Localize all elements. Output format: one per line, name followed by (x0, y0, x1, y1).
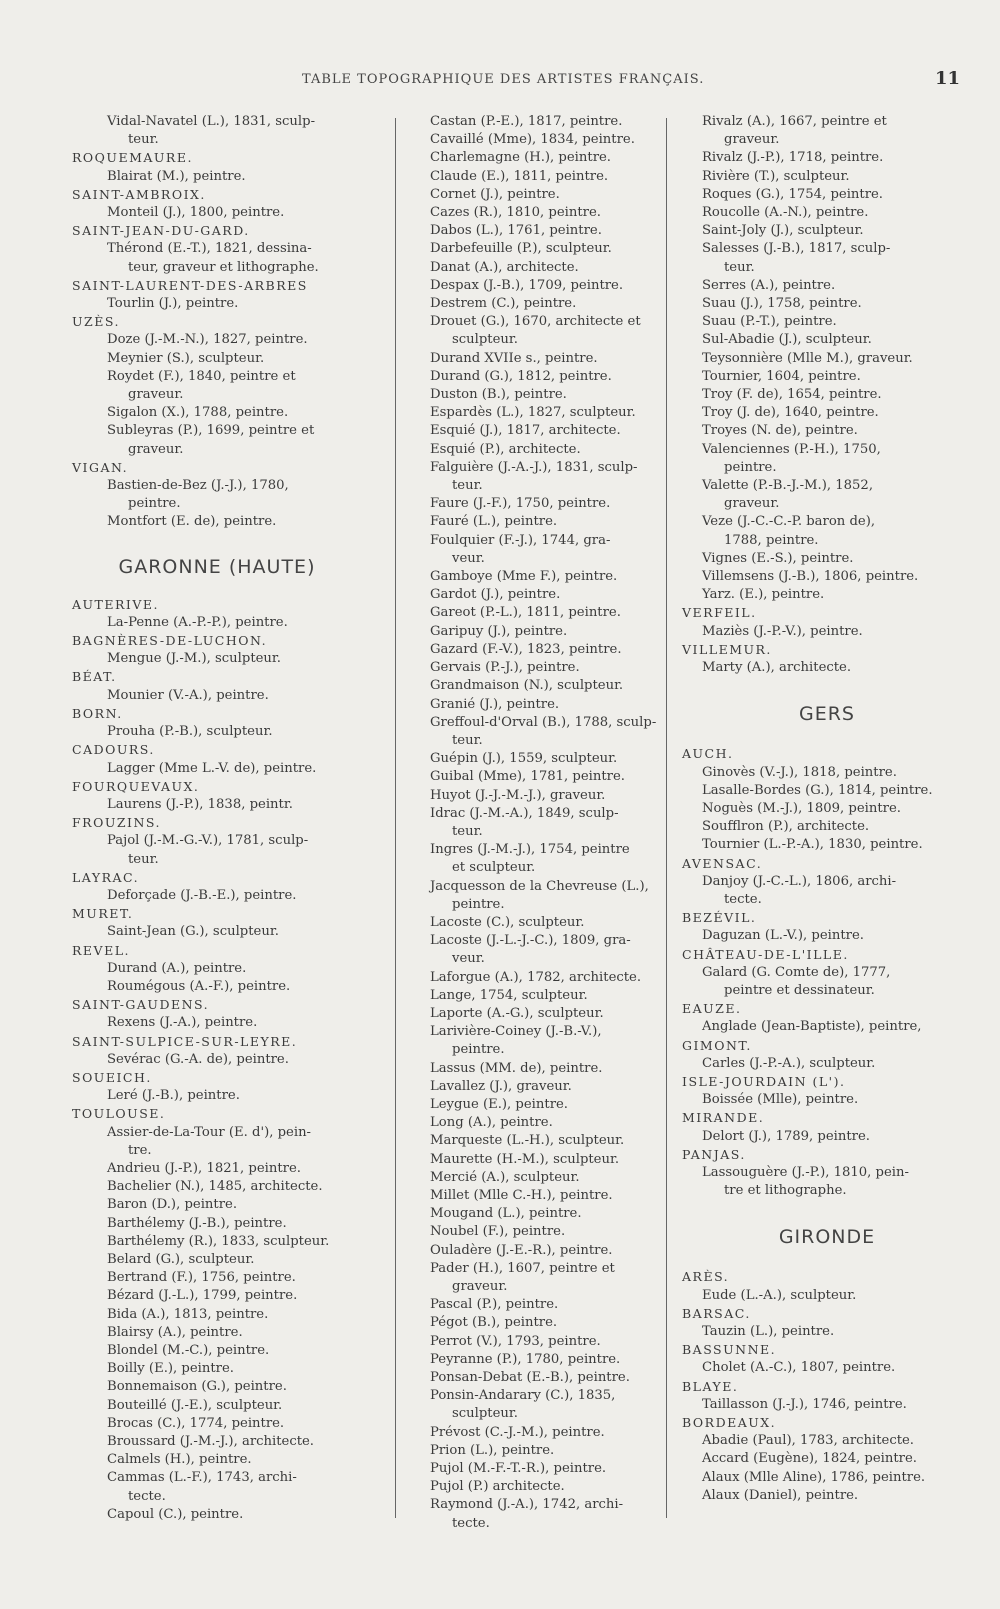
artist-entry: Claude (E.), 1811, peintre. (430, 168, 609, 184)
artist-entry: Pégot (B.), peintre. (430, 1315, 558, 1331)
artist-entry: Greffoul-d'Orval (B.), 1788, sculp- (430, 714, 657, 730)
artist-entry: Valenciennes (P.-H.), 1750, (702, 441, 881, 457)
artist-entry: Noubel (F.), peintre. (430, 1224, 566, 1240)
town-heading: AUTERIVE. (72, 596, 159, 612)
artist-entry: Barthélemy (J.-B.), peintre. (107, 1215, 287, 1231)
artist-entry: Alaux (Mlle Aline), 1786, peintre. (702, 1469, 926, 1485)
artist-entry: Ponsin-Andarary (C.), 1835, (430, 1388, 616, 1404)
artist-entry: Cazes (R.), 1810, peintre. (430, 205, 601, 221)
entry-continuation: teur. (452, 823, 483, 839)
town-heading: UZÈS. (72, 314, 120, 330)
town-heading: BORN. (72, 705, 123, 721)
artist-entry: Roydet (F.), 1840, peintre et (107, 368, 296, 384)
artist-entry: Roucolle (A.-N.), peintre. (702, 205, 869, 221)
town-heading: EAUZE. (682, 1001, 742, 1017)
artist-entry: Yarz. (E.), peintre. (702, 587, 825, 603)
artist-entry: Bouteillé (J.-E.), sculpteur. (107, 1397, 283, 1413)
entry-continuation: graveur. (724, 132, 780, 148)
artist-entry: Roumégous (A.-F.), peintre. (107, 978, 291, 994)
entry-continuation: peintre. (452, 1042, 505, 1058)
artist-entry: Vignes (E.-S.), peintre. (702, 550, 854, 566)
entry-continuation: teur. (128, 851, 159, 867)
artist-entry: Bida (A.), 1813, peintre. (107, 1306, 269, 1322)
artist-entry: Gareot (P.-L.), 1811, peintre. (430, 605, 621, 621)
artist-entry: Drouet (G.), 1670, architecte et (430, 314, 641, 330)
entry-continuation: et sculpteur. (452, 860, 536, 876)
artist-entry: Pujol (M.-F.-T.-R.), peintre. (430, 1461, 607, 1477)
artist-entry: Duston (B.), peintre. (430, 387, 567, 403)
column-1 (72, 113, 362, 1524)
artist-entry: Mougand (L.), peintre. (430, 1206, 582, 1222)
entry-continuation: peintre. (128, 496, 181, 512)
artist-entry: Leygue (E.), peintre. (430, 1096, 568, 1112)
artist-entry: Veze (J.-C.-C.-P. baron de), (702, 514, 876, 530)
artist-entry: Lange, 1754, sculpteur. (430, 987, 588, 1003)
artist-entry: Laurens (J.-P.), 1838, peintr. (107, 796, 293, 812)
town-heading: MURET. (72, 906, 134, 922)
artist-entry: Calmels (H.), peintre. (107, 1452, 252, 1468)
column-rule-1 (395, 118, 396, 1518)
artist-entry: Bastien-de-Bez (J.-J.), 1780, (107, 478, 289, 494)
artist-entry: Carles (J.-P.-A.), sculpteur. (702, 1055, 876, 1071)
town-heading: MIRANDE. (682, 1110, 765, 1126)
artist-entry: Belard (G.), sculpteur. (107, 1251, 255, 1267)
artist-entry: Durand (G.), 1812, peintre. (430, 368, 612, 384)
artist-entry: Mengue (J.-M.), sculpteur. (107, 651, 281, 667)
artist-entry: Troy (J. de), 1640, peintre. (702, 405, 879, 421)
artist-entry: Delort (J.), 1789, peintre. (702, 1128, 870, 1144)
artist-entry: Mercié (A.), sculpteur. (430, 1169, 580, 1185)
entry-continuation: peintre et dessinateur. (724, 982, 875, 998)
artist-entry: Monteil (J.), 1800, peintre. (107, 205, 285, 221)
artist-entry: Suau (P.-T.), peintre. (702, 314, 837, 330)
artist-entry: Guépin (J.), 1559, sculpteur. (430, 751, 618, 767)
artist-entry: Lassouguère (J.-P.), 1810, pein- (702, 1164, 909, 1180)
artist-entry: Lassus (MM. de), peintre. (430, 1060, 603, 1076)
town-heading: SAINT-LAURENT-DES-ARBRES (72, 277, 308, 293)
department-heading: GIRONDE (778, 1226, 876, 1249)
artist-entry: Prion (L.), peintre. (430, 1442, 555, 1458)
entry-continuation: tre. (128, 1142, 152, 1158)
artist-entry: Alaux (Daniel), peintre. (702, 1487, 859, 1503)
town-heading: AVENSAC. (682, 855, 763, 871)
artist-entry: Dabos (L.), 1761, peintre. (430, 223, 602, 239)
artist-entry: Cammas (L.-F.), 1743, archi- (107, 1470, 297, 1486)
entry-continuation: 1788, peintre. (724, 532, 819, 548)
artist-entry: Troy (F. de), 1654, peintre. (702, 387, 882, 403)
artist-entry: Rivalz (J.-P.), 1718, peintre. (702, 150, 884, 166)
artist-entry: Peyranne (P.), 1780, peintre. (430, 1351, 621, 1367)
artist-entry: Ouladère (J.-E.-R.), peintre. (430, 1242, 613, 1258)
artist-entry: Serres (A.), peintre. (702, 277, 836, 293)
artist-entry: Tauzin (L.), peintre. (702, 1323, 835, 1339)
artist-entry: Mounier (V.-A.), peintre. (107, 687, 269, 703)
artist-entry: Ginovès (V.-J.), 1818, peintre. (702, 764, 897, 780)
entry-continuation: graveur. (128, 387, 184, 403)
entry-continuation: graveur. (452, 1279, 508, 1294)
town-heading: VILLEMUR. (682, 641, 772, 657)
artist-entry: Charlemagne (H.), peintre. (430, 150, 611, 166)
town-heading: TOULOUSE. (72, 1106, 166, 1122)
artist-entry: Idrac (J.-M.-A.), 1849, sculp- (430, 805, 619, 821)
artist-entry: Esquié (P.), architecte. (430, 441, 581, 457)
artist-entry: Pujol (P.) architecte. (430, 1479, 565, 1495)
department-heading: GARONNE (HAUTE) (118, 555, 316, 578)
artist-entry: Maurette (H.-M.), sculpteur. (430, 1151, 620, 1167)
artist-entry: Maziès (J.-P.-V.), peintre. (702, 623, 863, 639)
town-heading: BARSAC. (682, 1305, 751, 1321)
town-heading: SAINT-JEAN-DU-GARD. (72, 223, 250, 239)
artist-entry: Pascal (P.), peintre. (430, 1297, 559, 1313)
artist-entry: Long (A.), peintre. (430, 1115, 553, 1131)
artist-entry: Cholet (A.-C.), 1807, peintre. (702, 1360, 896, 1376)
artist-entry: Taillasson (J.-J.), 1746, peintre. (702, 1396, 907, 1412)
entry-continuation: teur, graveur et lithographe. (128, 259, 319, 275)
artist-entry: Bézard (J.-L.), 1799, peintre. (107, 1288, 298, 1304)
artist-entry: Faure (J.-F.), 1750, peintre. (430, 496, 611, 512)
artist-entry: Tournier (L.-P.-A.), 1830, peintre. (702, 837, 923, 853)
artist-entry: Blondel (M.-C.), peintre. (107, 1343, 270, 1358)
artist-entry: Millet (Mlle C.-H.), peintre. (430, 1187, 613, 1203)
artist-entry: Ingres (J.-M.-J.), 1754, peintre (430, 842, 630, 858)
artist-entry: Anglade (Jean-Baptiste), peintre, (702, 1019, 922, 1035)
artist-entry: Barthélemy (R.), 1833, sculpteur. (107, 1233, 330, 1249)
artist-entry: Lavallez (J.), graveur. (430, 1078, 572, 1094)
artist-entry: Larivière-Coiney (J.-B.-V.), (430, 1024, 602, 1040)
entry-continuation: tecte. (452, 1515, 490, 1531)
artist-entry: Blairsy (A.), peintre. (107, 1324, 243, 1340)
town-heading: BÉAT. (72, 669, 117, 685)
artist-entry: Tournier, 1604, peintre. (702, 368, 861, 384)
running-title: TABLE TOPOGRAPHIQUE DES ARTISTES FRANÇAIS. (302, 72, 705, 87)
artist-entry: Rivalz (A.), 1667, peintre et (702, 114, 887, 129)
town-heading: BORDEAUX. (682, 1415, 777, 1430)
entry-continuation: peintre. (724, 459, 777, 475)
town-heading: SOUEICH. (72, 1069, 152, 1085)
entry-continuation: tecte. (724, 891, 762, 907)
entry-continuation: tecte. (128, 1488, 166, 1504)
artist-entry: Teysonnière (Mlle M.), graveur. (702, 350, 913, 366)
entry-continuation: teur. (452, 478, 483, 494)
artist-entry: Lagger (Mme L.-V. de), peintre. (107, 760, 317, 776)
artist-entry: Cavaillé (Mme), 1834, peintre. (430, 132, 635, 148)
artist-entry: Accard (Eugène), 1824, peintre. (702, 1451, 917, 1467)
artist-entry: Esquié (J.), 1817, architecte. (430, 423, 621, 439)
artist-entry: Prouha (P.-B.), sculpteur. (107, 724, 273, 740)
artist-entry: Galard (G. Comte de), 1777, (702, 964, 891, 980)
artist-entry: Danjoy (J.-C.-L.), 1806, archi- (702, 873, 897, 889)
artist-entry: Gardot (J.), peintre. (430, 587, 561, 603)
artist-entry: Rexens (J.-A.), peintre. (107, 1015, 258, 1031)
artist-entry: Pajol (J.-M.-G.-V.), 1781, sculp- (107, 833, 309, 849)
artist-entry: Assier-de-La-Tour (E. d'), pein- (107, 1124, 312, 1140)
artist-entry: Gervais (P.-J.), peintre. (430, 660, 580, 676)
artist-entry: Raymond (J.-A.), 1742, archi- (430, 1497, 624, 1513)
entry-continuation: sculpteur. (452, 1406, 518, 1422)
town-heading: AUCH. (682, 746, 734, 762)
artist-entry: Thérond (E.-T.), 1821, dessina- (107, 241, 312, 257)
town-heading: ARÈS. (682, 1269, 730, 1285)
artist-entry: Rivière (T.), sculpteur. (702, 168, 850, 184)
town-heading: CHÂTEAU-DE-L'ILLE. (682, 946, 849, 962)
artist-entry: Foulquier (F.-J.), 1744, gra- (430, 532, 611, 548)
artist-entry: Darbefeuille (P.), sculpteur. (430, 241, 612, 257)
artist-entry: Sul-Abadie (J.), sculpteur. (702, 332, 872, 348)
town-heading: ROQUEMAURE. (72, 150, 193, 166)
column-2 (410, 113, 685, 1533)
entry-continuation: teur. (128, 132, 159, 148)
artist-entry: Eude (L.-A.), sculpteur. (702, 1287, 857, 1303)
artist-entry: Salesses (J.-B.), 1817, sculp- (702, 241, 891, 257)
artist-entry: Brocas (C.), 1774, peintre. (107, 1415, 285, 1431)
artist-entry: Suau (J.), 1758, peintre. (702, 296, 862, 312)
artist-entry: Lacoste (C.), sculpteur. (430, 914, 585, 930)
department-heading: GERS (799, 703, 855, 726)
artist-entry: Saint-Joly (J.), sculpteur. (702, 223, 864, 239)
artist-entry: Garipuy (J.), peintre. (430, 623, 568, 639)
page-number: 11 (934, 68, 960, 89)
column-3 (682, 113, 972, 1505)
town-heading: BLAYE. (682, 1378, 739, 1394)
town-heading: CADOURS. (72, 742, 155, 758)
artist-entry: Granié (J.), peintre. (430, 696, 560, 712)
entry-continuation: sculpteur. (452, 332, 518, 348)
town-heading: PANJAS. (682, 1146, 746, 1162)
artist-entry: Abadie (Paul), 1783, architecte. (702, 1433, 915, 1449)
artist-entry: Daguzan (L.-V.), peintre. (702, 928, 864, 944)
artist-entry: Andrieu (J.-P.), 1821, peintre. (107, 1160, 301, 1176)
entry-continuation: peintre. (452, 896, 505, 912)
entry-continuation: teur. (452, 732, 483, 748)
town-heading: BAGNÈRES-DE-LUCHON. (72, 633, 268, 649)
entry-continuation: teur. (724, 259, 755, 275)
artist-entry: Meynier (S.), sculpteur. (107, 350, 265, 366)
artist-entry: Tourlin (J.), peintre. (107, 296, 239, 312)
artist-entry: Sevérac (G.-A. de), peintre. (107, 1051, 289, 1067)
artist-entry: La-Penne (A.-P.-P.), peintre. (107, 614, 288, 630)
artist-entry: Bonnemaison (G.), peintre. (107, 1379, 287, 1395)
artist-entry: Lasalle-Bordes (G.), 1814, peintre. (702, 782, 933, 798)
entry-continuation: graveur. (724, 496, 780, 512)
artist-entry: Guibal (Mme), 1781, peintre. (430, 769, 625, 785)
artist-entry: Noguès (M.-J.), 1809, peintre. (702, 800, 901, 816)
artist-entry: Danat (A.), architecte. (430, 259, 579, 275)
artist-entry: Sigalon (X.), 1788, peintre. (107, 405, 289, 421)
artist-entry: Capoul (C.), peintre. (107, 1506, 244, 1522)
town-heading: BEZÉVIL. (682, 910, 757, 926)
artist-entry: Vidal-Navatel (L.), 1831, sculp- (107, 114, 316, 129)
town-heading: SAINT-GAUDENS. (72, 997, 210, 1013)
artist-entry: Baron (D.), peintre. (107, 1197, 238, 1213)
entry-continuation: veur. (452, 951, 485, 967)
town-heading: ISLE-JOURDAIN (L'). (682, 1073, 846, 1089)
artist-entry: Marqueste (L.-H.), sculpteur. (430, 1133, 625, 1149)
artist-entry: Perrot (V.), 1793, peintre. (430, 1333, 601, 1349)
artist-entry: Gamboye (Mme F.), peintre. (430, 569, 618, 585)
entry-continuation: tre et lithographe. (724, 1183, 847, 1199)
artist-entry: Ponsan-Debat (E.-B.), peintre. (430, 1370, 630, 1386)
artist-entry: Jacquesson de la Chevreuse (L.), (430, 878, 649, 894)
town-heading: SAINT-SULPICE-SUR-LEYRE. (72, 1033, 298, 1049)
artist-entry: Durand (A.), peintre. (107, 960, 247, 976)
artist-entry: Espardès (L.), 1827, sculpteur. (430, 405, 636, 421)
artist-entry: Prévost (C.-J.-M.), peintre. (430, 1424, 605, 1440)
artist-entry: Valette (P.-B.-J.-M.), 1852, (702, 478, 874, 494)
artist-entry: Leré (J.-B.), peintre. (107, 1088, 240, 1104)
artist-entry: Bachelier (N.), 1485, architecte. (107, 1179, 323, 1195)
artist-entry: Cornet (J.), peintre. (430, 186, 560, 202)
artist-entry: Troyes (N. de), peintre. (702, 423, 858, 439)
entry-continuation: veur. (452, 550, 485, 566)
artist-entry: Falguière (J.-A.-J.), 1831, sculp- (430, 459, 638, 475)
page-header (0, 68, 1000, 96)
artist-entry: Grandmaison (N.), sculpteur. (430, 678, 624, 694)
town-heading: VIGAN. (72, 459, 129, 475)
artist-entry: Deforçade (J.-B.-E.), peintre. (107, 887, 297, 903)
artist-entry: Roques (G.), 1754, peintre. (702, 186, 883, 202)
artist-entry: Laforgue (A.), 1782, architecte. (430, 969, 642, 985)
town-heading: REVEL. (72, 942, 130, 958)
artist-entry: Durand XVIIe s., peintre. (430, 350, 598, 366)
artist-entry: Blairat (M.), peintre. (107, 168, 246, 184)
artist-entry: Doze (J.-M.-N.), 1827, peintre. (107, 332, 308, 348)
artist-entry: Fauré (L.), peintre. (430, 514, 558, 530)
town-heading: VERFEIL. (682, 605, 757, 621)
artist-entry: Laporte (A.-G.), sculpteur. (430, 1005, 604, 1021)
artist-entry: Soufflron (P.), architecte. (702, 819, 870, 835)
artist-entry: Huyot (J.-J.-M.-J.), graveur. (430, 787, 606, 803)
artist-entry: Castan (P.-E.), 1817, peintre. (430, 114, 623, 129)
artist-entry: Lacoste (J.-L.-J.-C.), 1809, gra- (430, 933, 631, 949)
town-heading: FOURQUEVAUX. (72, 778, 200, 794)
artist-entry: Villemsens (J.-B.), 1806, peintre. (702, 569, 919, 585)
artist-entry: Pader (H.), 1607, peintre et (430, 1260, 615, 1276)
entry-continuation: graveur. (128, 441, 184, 457)
artist-entry: Boilly (E.), peintre. (107, 1361, 234, 1377)
artist-entry: Bertrand (F.), 1756, peintre. (107, 1270, 296, 1286)
town-heading: GIMONT. (682, 1037, 752, 1053)
town-heading: BASSUNNE. (682, 1342, 777, 1358)
artist-entry: Broussard (J.-M.-J.), architecte. (107, 1434, 314, 1450)
town-heading: LAYRAC. (72, 869, 140, 885)
artist-entry: Despax (J.-B.), 1709, peintre. (430, 277, 624, 293)
artist-entry: Marty (A.), architecte. (702, 660, 852, 676)
town-heading: SAINT-AMBROIX. (72, 186, 206, 202)
artist-entry: Destrem (C.), peintre. (430, 296, 577, 312)
artist-entry: Boissée (Mlle), peintre. (702, 1092, 859, 1108)
artist-entry: Gazard (F.-V.), 1823, peintre. (430, 641, 622, 657)
artist-entry: Montfort (E. de), peintre. (107, 514, 277, 530)
artist-entry: Saint-Jean (G.), sculpteur. (107, 924, 279, 940)
artist-entry: Subleyras (P.), 1699, peintre et (107, 423, 315, 439)
town-heading: FROUZINS. (72, 815, 162, 831)
